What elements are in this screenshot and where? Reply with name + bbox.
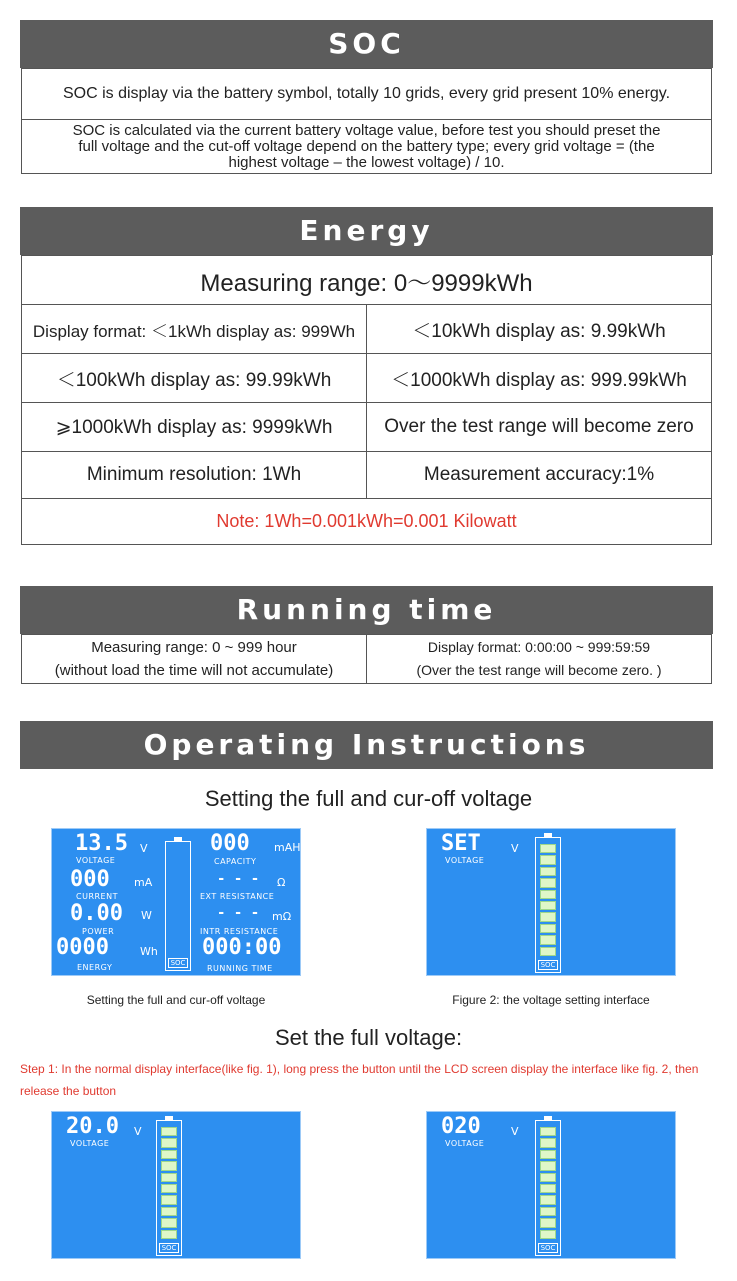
energy-range: Measuring range: 0～9999kWh: [200, 269, 533, 297]
set-label: VOLTAGE: [445, 856, 485, 865]
battery-grid: [161, 1184, 177, 1193]
battery-icon: [165, 841, 191, 971]
soc-label: SOC: [168, 958, 188, 968]
energy-cell: ＜100kWh display as: 99.99kWh: [56, 369, 332, 391]
power-label: POWER: [82, 927, 115, 936]
battery-icon: [156, 1120, 182, 1256]
running-time-header: Running time: [20, 586, 713, 634]
operating-header: Operating Instructions: [20, 721, 713, 769]
running-time-value: 000:00: [202, 935, 282, 960]
running-format-cell: [366, 635, 711, 683]
lcd-figure-2: [426, 828, 676, 976]
soc-table: [21, 68, 712, 174]
adjust-voltage-unit: V: [511, 1125, 519, 1138]
running-range-cell: [22, 635, 366, 683]
ext-resistance-value: - - -: [217, 871, 260, 887]
energy-label: ENERGY: [77, 963, 113, 972]
intr-resistance-label: INTR RESISTANCE: [200, 927, 279, 936]
capacity-label: CAPACITY: [214, 857, 257, 866]
adjust-voltage-label: VOLTAGE: [445, 1139, 485, 1148]
energy-cell: Minimum resolution: 1Wh: [86, 464, 302, 485]
soc-header: SOC: [20, 20, 713, 68]
power-unit: W: [141, 909, 152, 922]
set-unit: V: [511, 842, 519, 855]
voltage-unit: V: [140, 842, 148, 855]
battery-grid: [540, 935, 556, 944]
battery-grid: [161, 1218, 177, 1227]
battery-grid: [540, 1138, 556, 1147]
battery-grid: [540, 912, 556, 921]
voltage-label: VOLTAGE: [76, 856, 116, 865]
energy-cell: ＜10kWh display as: 9.99kWh: [366, 305, 711, 353]
lcd-figure-3: [51, 1111, 301, 1259]
operating-subtitle: Setting the full and cur-off voltage: [204, 786, 533, 811]
energy-cell: ＜1000kWh display as: 999.99kWh: [366, 354, 711, 402]
battery-grid: [540, 855, 556, 864]
battery-grid: [161, 1195, 177, 1204]
running-range: Measuring range: 0 ~ 999 hour: [91, 639, 297, 656]
battery-grid: [540, 1161, 556, 1170]
figure-1-caption: Setting the full and cur-off voltage: [86, 993, 266, 1007]
battery-grid: [540, 901, 556, 910]
battery-grid: [540, 867, 556, 876]
battery-grid: [540, 1184, 556, 1193]
battery-icon: [535, 837, 561, 973]
battery-grid: [161, 1150, 177, 1159]
energy-unit: Wh: [140, 945, 158, 958]
battery-grid: [161, 1230, 177, 1239]
full-voltage-unit: V: [134, 1125, 142, 1138]
soc-label: SOC: [538, 960, 558, 970]
voltage-value: 13.5: [75, 831, 128, 856]
lcd-figure-1: [51, 828, 301, 976]
power-value: 0.00: [70, 901, 123, 926]
battery-grid: [540, 1207, 556, 1216]
soc-label: SOC: [159, 1243, 179, 1253]
intr-resistance-unit: mΩ: [272, 910, 292, 923]
battery-grid: [161, 1173, 177, 1182]
soc-label: SOC: [538, 1243, 558, 1253]
running-time-table: [21, 634, 712, 684]
battery-grid: [540, 1127, 556, 1136]
full-voltage-value: 20.0: [66, 1114, 119, 1139]
running-format-note: (Over the test range will become zero. ): [416, 662, 662, 678]
battery-grid: [540, 1150, 556, 1159]
running-time-label: RUNNING TIME: [207, 964, 273, 973]
set-value: SET: [441, 831, 481, 856]
current-label: CURRENT: [76, 892, 118, 901]
figure-2-caption: Figure 2: the voltage setting interface: [452, 993, 650, 1007]
soc-line-2: SOC is calculated via the current battery voltage value, before test you should preset the full voltage and the cut-off voltage depend on the battery type; every grid voltage = (the highest voltage – the lowest voltage) / 10.: [72, 121, 661, 171]
energy-cell: Measurement accuracy:1%: [366, 452, 711, 498]
battery-grid: [540, 1195, 556, 1204]
energy-note: Note: 1Wh=0.001kWh=0.001 Kilowatt: [216, 511, 517, 531]
battery-grid: [540, 890, 556, 899]
battery-grid: [540, 1230, 556, 1239]
battery-icon: [535, 1120, 561, 1256]
battery-grid: [540, 844, 556, 853]
battery-grid: [540, 1173, 556, 1182]
current-unit: mA: [134, 876, 153, 889]
battery-grid: [161, 1207, 177, 1216]
capacity-unit: mAH: [274, 841, 301, 854]
battery-grid: [540, 878, 556, 887]
battery-grid: [161, 1127, 177, 1136]
intr-resistance-value: - - -: [217, 905, 260, 921]
ext-resistance-label: EXT RESISTANCE: [200, 892, 275, 901]
running-range-note: (without load the time will not accumulate): [54, 662, 334, 679]
energy-header: Energy: [20, 207, 713, 255]
current-value: 000: [70, 867, 110, 892]
energy-cell: Over the test range will become zero: [366, 403, 711, 451]
energy-value: 0000: [56, 935, 109, 960]
energy-table: [21, 255, 712, 545]
step-1-text: Step 1: In the normal display interface(like fig. 1), long press the button until the LCD screen display the interface like fig. 2, then release the button: [20, 1062, 699, 1098]
battery-grid: [540, 1218, 556, 1227]
adjust-voltage-value: 020: [441, 1114, 481, 1139]
energy-cell: Display format: ＜1kWh display as: 999Wh: [32, 321, 356, 341]
soc-line-1: SOC is display via the battery symbol, totally 10 grids, every grid present 10% energy.: [62, 85, 671, 102]
full-voltage-label: VOLTAGE: [70, 1139, 110, 1148]
running-format: Display format: 0:00:00 ~ 999:59:59: [427, 639, 651, 655]
capacity-value: 000: [210, 831, 250, 856]
battery-grid: [161, 1161, 177, 1170]
ext-resistance-unit: Ω: [277, 876, 286, 889]
battery-grid: [540, 947, 556, 956]
energy-cell: ⩾1000kWh display as: 9999kWh: [55, 416, 333, 438]
full-voltage-title: Set the full voltage:: [274, 1025, 463, 1050]
battery-grid: [161, 1138, 177, 1147]
lcd-figure-4: [426, 1111, 676, 1259]
battery-grid: [540, 924, 556, 933]
